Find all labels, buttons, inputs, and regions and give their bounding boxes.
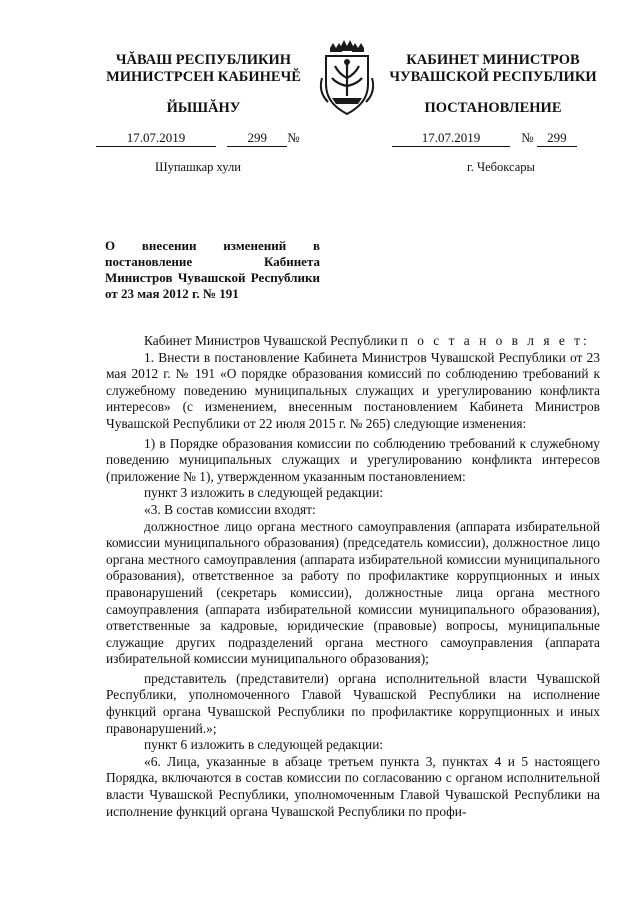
left-date: 17.07.2019: [96, 130, 216, 147]
header-right: [380, 52, 606, 86]
intro-prefix: Кабинет Министров Чувашской Республики: [144, 333, 398, 348]
date-line-left: [96, 130, 300, 147]
intro-paragraph: [106, 333, 600, 350]
place-right: г. Чебоксары: [467, 160, 535, 174]
header-left-line1: ЧĂВАШ РЕСПУБЛИКИН: [115, 52, 292, 68]
body-paragraph: «3. В состав комиссии входят:: [144, 501, 316, 517]
document-body: [106, 333, 600, 820]
intro-verb: п о с т а н о в л я е т:: [400, 333, 590, 348]
right-number-sign: №: [521, 130, 534, 145]
header-left: [96, 52, 311, 86]
doc-type-right: ПОСТАНОВЛЕНИЕ: [424, 100, 562, 116]
body-paragraph: должностное лицо органа местного самоуправления (аппарата избирательной комиссии муниципального образования) (председатель комиссии), должностное лицо органа местного самоуправления (аппарата избирательной комиссии муниципального образования), ответственное за работу по профилактике коррупционных и иных правонарушений (секретарь комиссии), должностные лица органа местного самоуправления (аппарата избирательной комиссии муниципального образования), ответственные за кадровые, юридические (правовые) вопросы, муниципальные служащие других подразделений органа местного самоуправления (аппарата избирательной комиссии муниципального образования);: [106, 518, 600, 667]
body-paragraph: пункт 6 изложить в следующей редакции:: [144, 737, 384, 753]
body-paragraph: 1) в Порядке образования комиссии по соблюдению требований к служебному поведению муниципальных служащих и урегулированию конфликта интересов (приложение № 1), утвержденном указанным постановлением:: [106, 435, 600, 484]
header-right-line2: ЧУВАШСКОЙ РЕСПУБЛИКИ: [389, 69, 597, 85]
coat-of-arms-icon: [318, 38, 376, 122]
right-date: 17.07.2019: [392, 130, 510, 147]
body-paragraph: 1. Внести в постановление Кабинета Министров Чувашской Республики от 23 мая 2012 г. № 191 «О порядке образования комиссий по соблюдению требований к служебному поведению муниципальных служащих и урегулированию конфликта интересов» (с изменением, внесенным постановлением Кабинета Министров Чувашской Республики от 22 июля 2015 г. № 265) следующие изменения:: [106, 349, 600, 431]
body-paragraph: представитель (представители) органа исполнительной власти Чувашской Республики, уполномоченного Главой Чувашской Республики на исполнение функций органа Чувашской Республики по профилактике коррупционных и иных правонарушений.»;: [106, 670, 600, 736]
doc-type-left: ЙЫШĂНУ: [166, 100, 241, 116]
date-line-right: [392, 130, 577, 147]
left-number: 299: [227, 130, 287, 147]
body-paragraph: «6. Лица, указанные в абзаце третьем пункта 3, пунктах 4 и 5 настоящего Порядка, включаются в состав комиссии по согласованию с органом исполнительной власти Чувашской Республики, уполномоченным Главой Чувашской Республики на исполнение функций органа Чувашской Республики по профи-: [106, 753, 600, 819]
left-number-sign: №: [287, 130, 300, 145]
right-number: 299: [537, 130, 577, 147]
document-subject: О внесении изменений в постановление Кабинета Министров Чувашской Республики от 23 мая 2012 г. № 191: [105, 238, 320, 301]
header-left-line2: МИНИСТРСЕН КАБИНЕЧĔ: [106, 69, 301, 85]
place-left: Шупашкар хули: [155, 160, 241, 174]
header-right-line1: КАБИНЕТ МИНИСТРОВ: [406, 52, 580, 68]
body-paragraph: пункт 3 изложить в следующей редакции:: [144, 485, 384, 501]
